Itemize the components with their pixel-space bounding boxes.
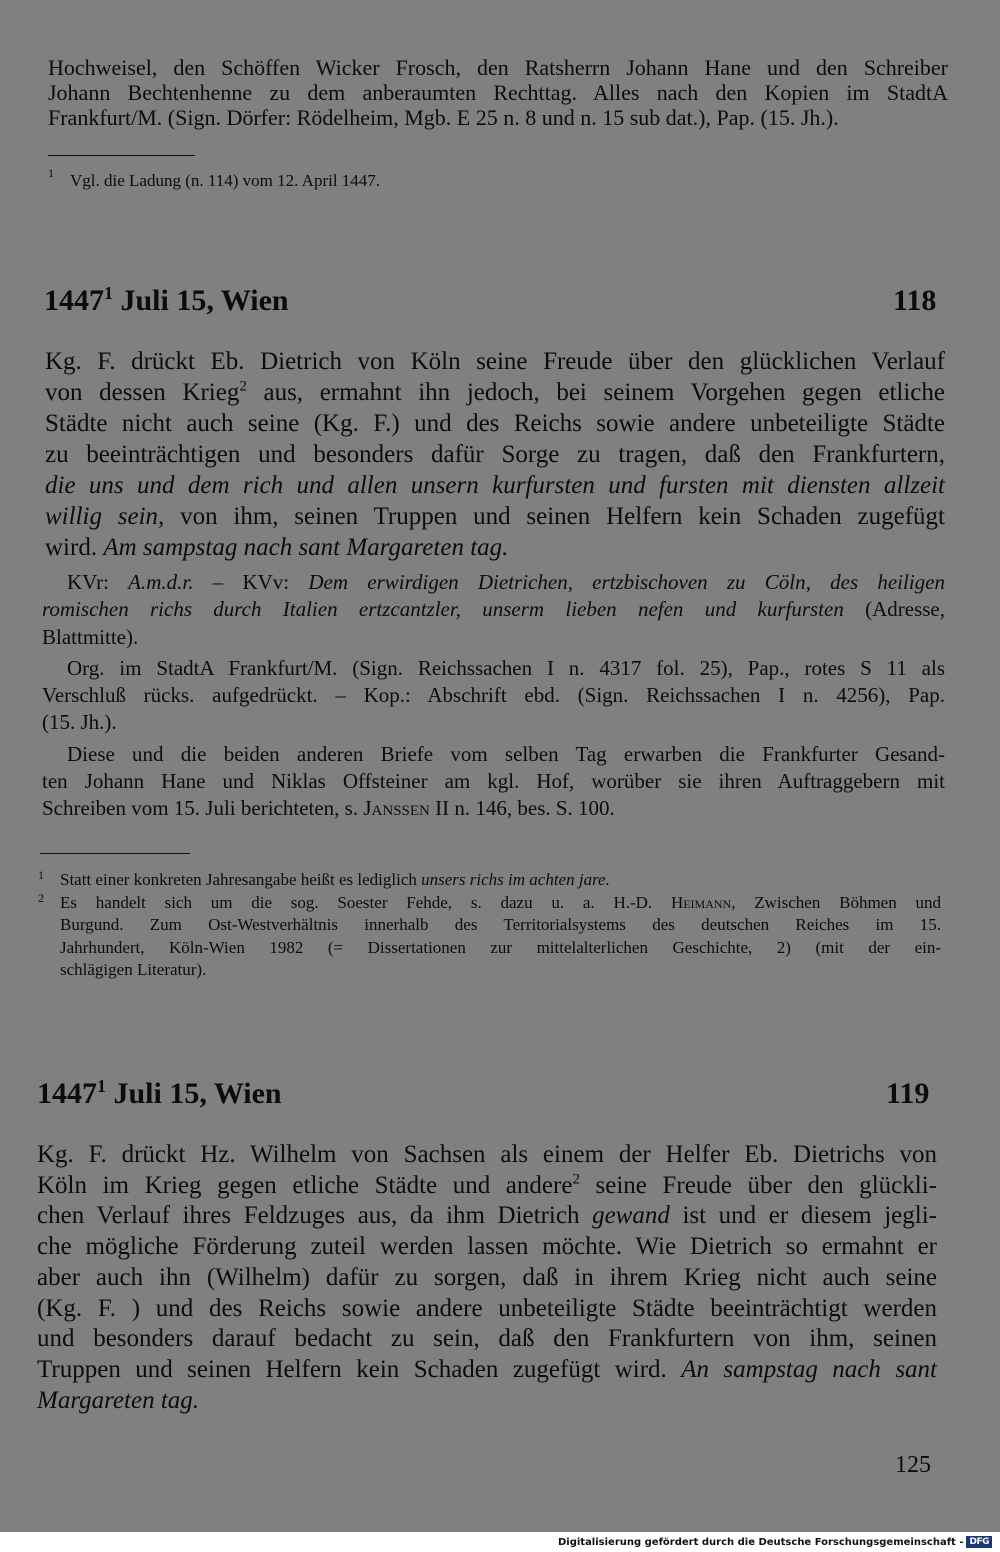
footnote-reference: 2 [572, 1171, 580, 1188]
text-line [42, 741, 945, 768]
text-line [42, 624, 945, 651]
text-segment: von dessen Krieg [45, 379, 240, 406]
text-segment: Kg. F. drückt Hz. Wilhelm von Sachsen als einem der Helfer Eb. Dietrichs von [37, 1141, 937, 1168]
text-line [45, 377, 945, 408]
text-line [37, 1355, 937, 1386]
entry-119-heading [37, 1077, 282, 1111]
top-paragraph [48, 55, 948, 134]
page-number: 125 [895, 1452, 931, 1478]
text-segment: ist und er diesem jegli- [669, 1202, 937, 1230]
text-line [45, 532, 945, 563]
top-footnotes [48, 166, 381, 191]
text-line [60, 892, 941, 915]
quoted-source-text: willig sein, [45, 503, 165, 530]
text-line [37, 1232, 937, 1263]
heading-year: 1447 [37, 1077, 97, 1110]
quoted-source-text: Margareten tag. [37, 1386, 200, 1414]
text-line [37, 1324, 937, 1355]
heading-date-place: Juli 15, Wien [113, 284, 289, 317]
text-segment: Truppen und seinen Helfern kein Schaden zugefügt wird. [37, 1355, 682, 1383]
text-line [42, 655, 945, 682]
paragraph [42, 569, 945, 651]
text-segment: schlägigen Literatur). [60, 960, 207, 979]
text-segment: Schreiben vom 15. Juli berichteten, s. [42, 796, 364, 821]
text-segment: Städte nicht auch seine (Kg. F.) und des Reichs sowie andere unbeteiligte Städte [45, 410, 945, 437]
quoted-source-text: die uns und dem rich und allen unsern kurfursten und fursten mit diensten allzeit [45, 472, 945, 499]
text-line [42, 569, 945, 596]
quoted-source-text: Dem erwirdigen Dietrichen, ertzbischoven zu Cöln, des heiligen [308, 570, 945, 594]
text-segment: Kg. F. drückt Eb. Dietrich von Köln seine Freude über den glücklichen Verlauf [45, 348, 945, 375]
text-line [45, 501, 945, 532]
text-segment: Hochweisel, den Schöffen Wicker Frosch, den Ratsherrn Johann Hane und den Schreiber [48, 55, 948, 80]
text-segment: Diese und die beiden anderen Briefe vom selben Tag erwarben die Frankfurter Gesand- [67, 741, 945, 766]
footnote-divider [48, 155, 195, 156]
text-line [42, 596, 945, 623]
entry-118-footnotes [38, 869, 941, 982]
entry-number-118: 118 [893, 284, 937, 317]
paragraph [42, 655, 945, 737]
text-segment: Es handelt sich um die sog. Soester Fehde, s. dazu u. a. H.-D. [60, 892, 671, 912]
heading-date-place: Juli 15, Wien [106, 1077, 282, 1110]
heading-footnote-mark: 1 [97, 1076, 106, 1096]
text-line [42, 709, 945, 736]
quoted-source-text: A.m.d.r. [128, 570, 194, 594]
footnote-mark: 1 [48, 166, 54, 180]
heading-footnote-mark: 1 [104, 283, 113, 303]
text-line [70, 171, 380, 191]
footnote-mark: 1 [38, 868, 44, 882]
text-segment: aus, ermahnt ihn jedoch, bei seinem Vorgehen gegen etliche [246, 379, 945, 406]
quoted-source-text: Am sampstag nach sant Margareten tag. [103, 534, 509, 561]
text-segment: – KVv: [193, 570, 309, 594]
footnote [38, 892, 941, 982]
dfg-logo: DFG [966, 1536, 992, 1548]
entry-119-regest [37, 1140, 937, 1420]
text-segment: chen Verlauf ihres Feldzuges aus, da ihm Dietrich [37, 1202, 593, 1230]
text-line [37, 1386, 937, 1417]
paragraph [42, 741, 945, 823]
text-segment: Statt einer konkreten Jahresangabe heißt es lediglich [60, 870, 422, 889]
text-line [60, 959, 941, 982]
paragraph [45, 346, 945, 563]
text-segment: (Adresse, [843, 597, 946, 622]
text-segment: II n. 146, bes. S. 100. [429, 796, 615, 821]
entry-118-heading [44, 284, 289, 318]
text-segment: (15. Jh.). [42, 710, 117, 735]
quoted-source-text: An sampstag nach sant [681, 1355, 938, 1383]
text-line [60, 869, 941, 892]
text-line [60, 937, 941, 960]
heading-year: 1447 [44, 284, 104, 317]
paragraph [48, 55, 948, 130]
text-line [37, 1201, 937, 1232]
text-segment: Frankfurt/M. (Sign. Dörfer: Rödelheim, Mgb. E 25 n. 8 und n. 15 sub dat.), Pap. (15. Jh.). [48, 105, 839, 130]
footnote-divider [40, 853, 190, 854]
text-line [45, 408, 945, 439]
footer-text: Digitalisierung gefördert durch die Deutsche Forschungsgemeinschaft - [557, 1536, 964, 1548]
entry-118-notes [42, 569, 945, 827]
text-segment: Jahrhundert, Köln-Wien 1982 (= Dissertationen zur mittelalterlichen Geschichte, 2) (mit der ein- [60, 937, 941, 957]
footnote [38, 869, 941, 892]
entry-118-regest [45, 346, 945, 567]
text-line [42, 682, 945, 709]
text-line [45, 346, 945, 377]
text-segment: ten Johann Hane und Niklas Offsteiner am kgl. Hof, worüber sie ihren Auftraggebern mit [42, 769, 945, 794]
text-line [37, 1140, 937, 1171]
text-line [45, 470, 945, 501]
quoted-source-text: gewand [592, 1202, 670, 1230]
text-segment: Org. im StadtA Frankfurt/M. (Sign. Reichssachen I n. 4317 fol. 25), Pap., rotes S 11 als [67, 655, 945, 680]
text-segment: aber auch ihn (Wilhelm) dafür zu sorgen, daß in ihrem Krieg nicht auch seine [37, 1263, 937, 1291]
text-segment: (Kg. F. ) und des Reichs sowie andere unbeteiligte Städte beeinträchtigt werden [37, 1294, 937, 1322]
text-segment: Blattmitte). [42, 624, 139, 649]
text-segment: Köln im Krieg gegen etliche Städte und andere [37, 1171, 573, 1199]
quoted-source-text: romischen richs durch Italien ertzcantzler, unserm lieben nefen und kurfursten [42, 597, 844, 622]
text-line [42, 768, 945, 795]
text-segment: Heimann [670, 892, 732, 912]
text-line [37, 1294, 937, 1325]
text-line [48, 55, 948, 80]
text-segment: wird. [45, 534, 104, 561]
text-segment: , Zwischen Böhmen und [731, 892, 941, 912]
footnote [48, 166, 381, 191]
text-segment: KVr: [67, 570, 129, 594]
text-segment: und besonders darauf bedacht zu sein, daß den Frankfurtern von ihm, seinen [37, 1325, 937, 1353]
text-line [45, 439, 945, 470]
text-line [48, 80, 948, 105]
text-segment: Burgund. Zum Ost-Westverhältnis innerhalb des Territorialsystems des deutschen Reiches im 15. [60, 915, 941, 934]
funding-footer [0, 1532, 1000, 1552]
text-segment: Verschluß rücks. aufgedrückt. – Kop.: Abschrift ebd. (Sign. Reichssachen I n. 4256), Pap. [42, 683, 945, 708]
text-segment: seine Freude über den glückli- [579, 1171, 937, 1199]
text-segment: Vgl. die Ladung (n. 114) vom 12. April 1447. [70, 171, 381, 190]
footnote-reference: 2 [239, 378, 247, 395]
text-segment: zu beeinträchtigen und besonders dafür Sorge zu tragen, daß den Frankfurtern, [45, 441, 945, 468]
paragraph [37, 1140, 937, 1416]
text-segment: von ihm, seinen Truppen und seinen Helfern kein Schaden zugefügt [164, 503, 945, 530]
text-segment: che mögliche Förderung zuteil werden lassen möchte. Wie Dietrich so ermahnt er [37, 1233, 937, 1261]
text-line [42, 795, 945, 822]
quoted-source-text: unsers richs im achten jare. [421, 870, 610, 889]
text-segment: Janssen [363, 796, 430, 821]
text-line [48, 105, 948, 130]
text-line [37, 1263, 937, 1294]
footnote-mark: 2 [38, 890, 44, 905]
entry-number-119: 119 [886, 1077, 930, 1110]
text-line [37, 1171, 937, 1202]
text-segment: Johann Bechtenhenne zu dem anberaumten Rechttag. Alles nach den Kopien im StadtA [48, 80, 948, 105]
text-line [60, 914, 941, 937]
